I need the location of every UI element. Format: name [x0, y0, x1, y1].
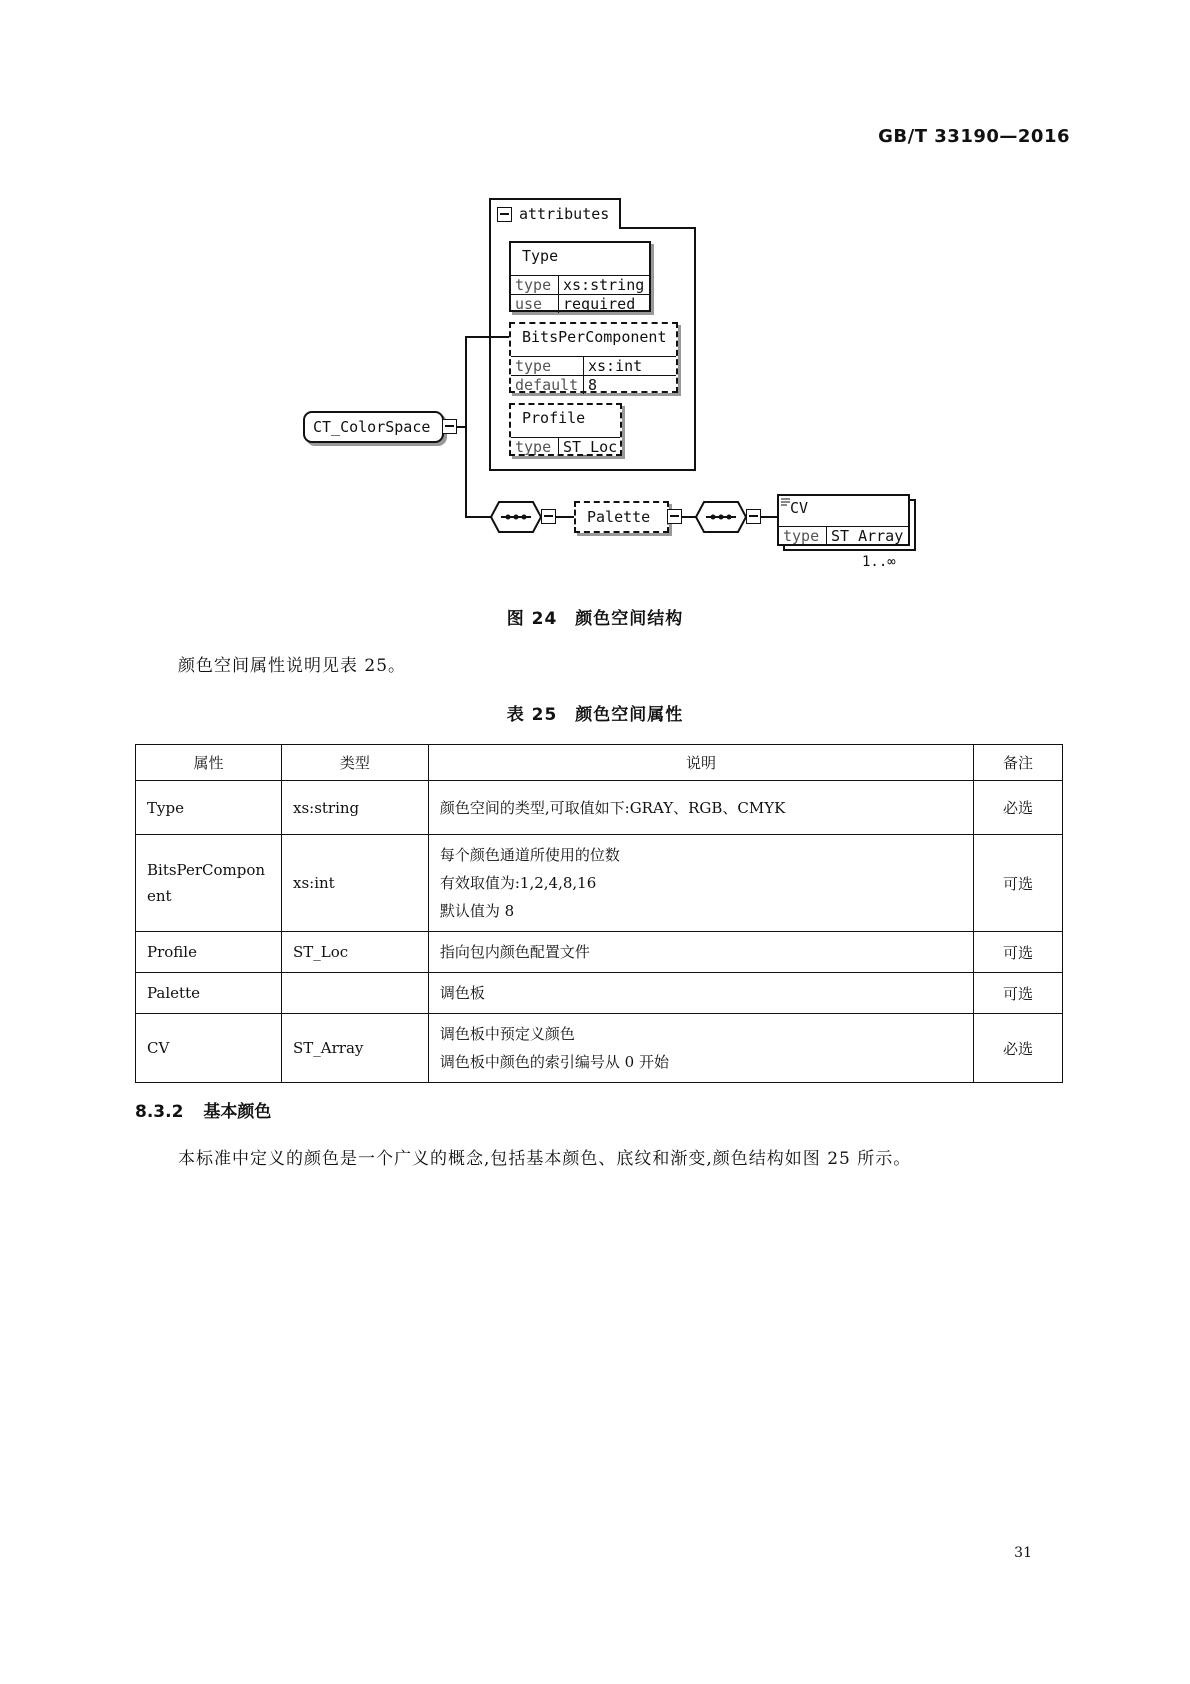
cell-attribute: Palette [136, 973, 282, 1014]
schema-diagram [0, 0, 1190, 600]
description-line: 调色板 [439, 984, 485, 1002]
bits-attribute-type: xs:int [583, 357, 642, 375]
cv-element-type: ST_Array [826, 527, 903, 545]
cv-multiplicity: 1..∞ [862, 554, 896, 570]
type-key: type [515, 438, 552, 456]
bits-attribute-default: 8 [583, 376, 597, 394]
table-row [136, 835, 1063, 932]
cell-note: 必选 [974, 1014, 1063, 1083]
table-row [136, 973, 1063, 1014]
sequence-compositor-icon [694, 500, 748, 534]
cell-note: 可选 [974, 932, 1063, 973]
intro-paragraph: 颜色空间属性说明见表 25。 [178, 656, 407, 676]
cell-description [428, 1014, 973, 1083]
attributes-label: attributes [519, 205, 610, 223]
attribute-text: BitsPerComponent [147, 861, 266, 905]
sequence-compositor-icon [489, 500, 543, 534]
cell-attribute: Profile [136, 932, 282, 973]
cell-attribute [136, 835, 282, 932]
profile-attribute-name: Profile [522, 409, 586, 427]
cell-note: 可选 [974, 973, 1063, 1014]
cell-type: xs:int [281, 835, 428, 932]
use-key: use [515, 295, 543, 313]
cell-type: xs:string [281, 781, 428, 835]
header-note: 备注 [974, 745, 1063, 781]
text-content-icon [781, 498, 790, 507]
section-title: 基本颜色 [203, 1102, 272, 1122]
profile-attribute [509, 403, 622, 456]
description-line: 调色板中颜色的索引编号从 0 开始 [439, 1053, 669, 1071]
description-line: 颜色空间的类型,可取值如下:GRAY、RGB、CMYK [439, 798, 786, 817]
attributes-table [135, 744, 1063, 1083]
description-line: 指向包内颜色配置文件 [439, 943, 590, 961]
cell-description [428, 973, 973, 1014]
cell-attribute: CV [136, 1014, 282, 1083]
section-heading [135, 1097, 271, 1122]
type-attribute-type: xs:string [558, 276, 644, 294]
root-element-name: CT_ColorSpace [313, 418, 431, 436]
cell-type: ST_Loc [281, 932, 428, 973]
profile-attribute-type: ST_Loc [558, 438, 617, 456]
type-key: type [783, 527, 820, 545]
table-row [136, 781, 1063, 835]
collapse-sequence-icon[interactable] [746, 509, 761, 524]
cell-description [428, 781, 973, 835]
type-key: type [515, 357, 552, 375]
palette-element-name: Palette [587, 508, 651, 526]
collapse-root-icon[interactable] [442, 419, 457, 434]
collapse-sequence-icon[interactable] [541, 509, 556, 524]
palette-element [574, 501, 669, 533]
root-element [303, 411, 444, 443]
description-line: 默认值为 8 [439, 902, 515, 920]
section-number: 8.3.2 [135, 1102, 184, 1122]
type-attribute-name: Type [522, 247, 559, 265]
collapse-attributes-icon[interactable] [497, 207, 512, 222]
table-row [136, 932, 1063, 973]
table-header-row [136, 745, 1063, 781]
description-line: 每个颜色通道所使用的位数 [439, 846, 620, 864]
default-key: default [515, 376, 579, 394]
type-attribute-use: required [558, 295, 635, 313]
figure-caption: 图 24 颜色空间结构 [506, 609, 684, 629]
cv-element [777, 494, 910, 546]
cell-description [428, 835, 973, 932]
cell-attribute: Type [136, 781, 282, 835]
standard-number: GB/T 33190—2016 [878, 126, 1070, 147]
cell-note: 必选 [974, 781, 1063, 835]
header-description: 说明 [428, 745, 973, 781]
header-attribute: 属性 [136, 745, 282, 781]
header-type: 类型 [281, 745, 428, 781]
table-row [136, 1014, 1063, 1083]
bits-attribute [509, 322, 678, 393]
type-key: type [515, 276, 552, 294]
page-number: 31 [1014, 1545, 1032, 1561]
table-caption: 表 25 颜色空间属性 [506, 705, 684, 725]
description-line: 调色板中预定义颜色 [439, 1025, 575, 1043]
cell-description [428, 932, 973, 973]
section-paragraph: 本标准中定义的颜色是一个广义的概念,包括基本颜色、底纹和渐变,颜色结构如图 25 所示。 [178, 1149, 912, 1169]
cell-type: ST_Array [281, 1014, 428, 1083]
cv-element-name: CV [790, 499, 809, 517]
bits-attribute-name: BitsPerComponent [522, 328, 667, 346]
type-attribute [509, 241, 651, 312]
cell-note: 可选 [974, 835, 1063, 932]
cell-type [281, 973, 428, 1014]
collapse-palette-icon[interactable] [667, 509, 682, 524]
description-line: 有效取值为:1,2,4,8,16 [439, 874, 597, 892]
